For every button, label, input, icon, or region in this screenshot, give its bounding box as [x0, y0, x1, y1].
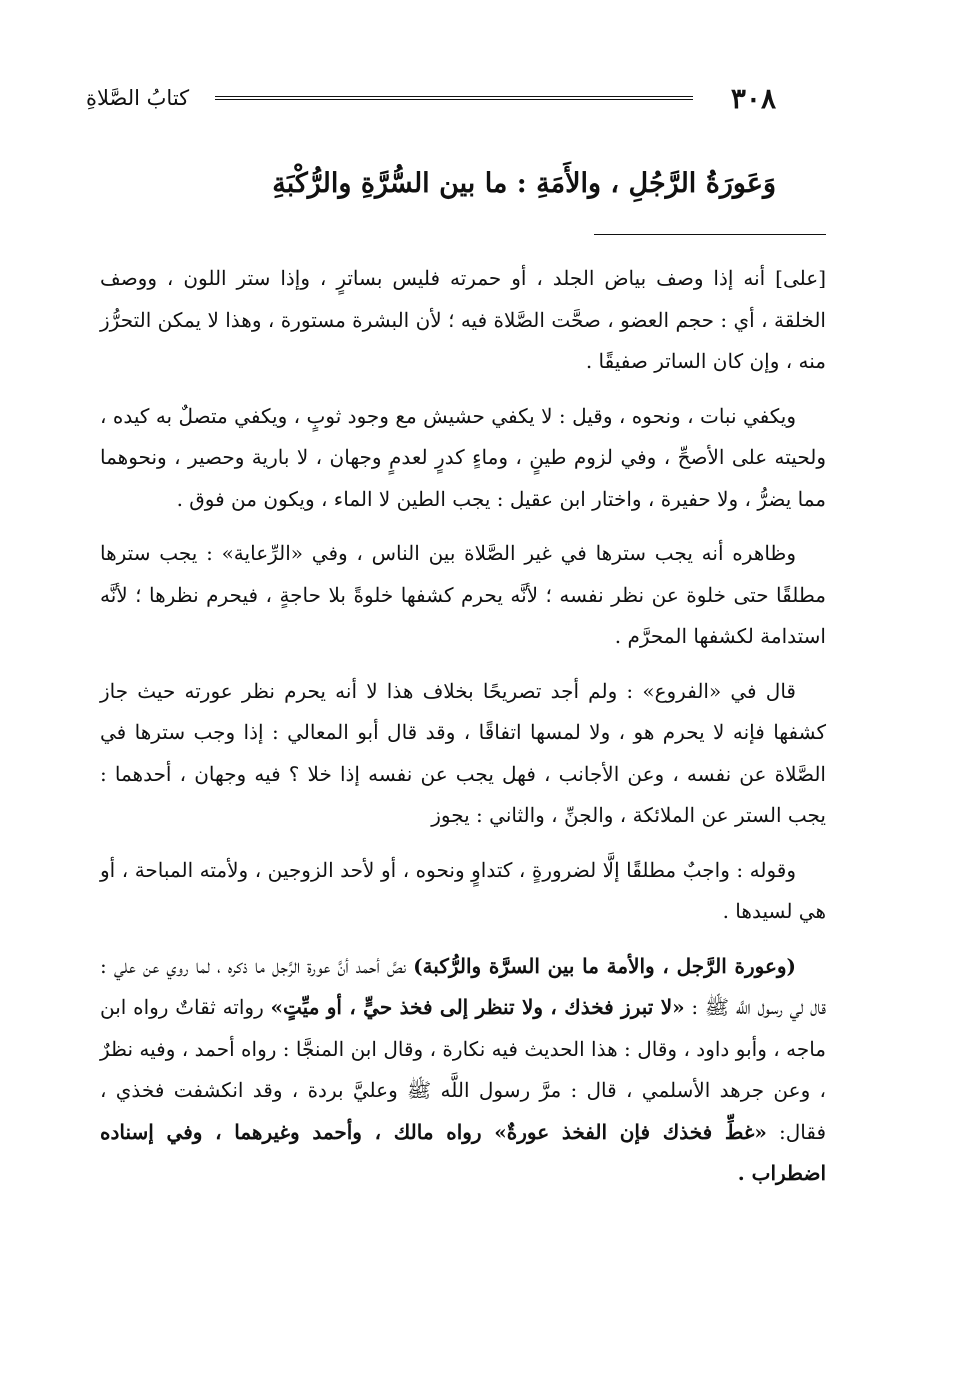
paragraph-text: وظاهره أنه يجب سترها في غير الصَّلاة بين الناس ، وفي «الرِّعاية» : يجب سترها مطلقًا حتى خلوة عن نظر نفسه ؛ لأنَّه يحرم كشفها خلوةً بلا حاجةٍ ، فيحرم نظرها ؛ لأنَّه استدامة لكشفها المحرَّم . — [100, 541, 826, 648]
paragraph-text: نصَّ أحمد أنَّ عورة الرَّجل ما ذكره ، لما روي عن علي : قال لي رسول اللَّه ﷺ : — [100, 953, 826, 1019]
page-number: ٣٠٨ — [730, 81, 776, 115]
paragraph-1 — [100, 258, 826, 383]
running-header — [86, 80, 776, 116]
paragraph-3 — [100, 533, 826, 658]
paragraph-5 — [100, 850, 826, 933]
quoted-matn: (وعورة الرَّجل ، والأمة ما بين السرَّة والرُّكبة) — [413, 953, 796, 978]
matn-separator-rule — [594, 234, 826, 235]
hadith-quote: «غطِّ فخذك فإن الفخذ عورةٌ» رواه مالك ، وأحمد وغيرهما ، وفي إسناده اضطراب . — [100, 1119, 826, 1185]
paragraph-6 — [100, 946, 826, 1195]
paragraph-text: ويكفي نبات ، ونحوه ، وقيل : لا يكفي حشيش مع وجود ثوبٍ ، ويكفي متصلٌ به كيده ، ولحيته على الأصحِّ ، وفي لزوم طينٍ ، وماءٍ كدرٍ لعدمٍ وجهان ، لا بارية وحصير ، ونحوهما مما يضرُّ ، ولا حفيرة ، واختار ابن عقيل : يجب الطين لا الماء ، ويكون من فوق . — [100, 403, 826, 511]
header-rule — [215, 96, 693, 100]
paragraph-text: قال في «الفروع» : ولم أجد تصريحًا بخلاف هذا لا أنه يحرم نظر عورته حيث جاز كشفها فإنه لا يحرم هو ، ولا لمسها اتفاقًا ، وقد قال أبو المعالي : إذا وجب سترها في الصَّلاة عن نفسه ، وعن الأجانب ، فهل يجب عن نفسه إذا خلا ؟ فيه وجهان ، أحدهما : يجب الستر عن الملائكة ، والجنِّ ، والثاني : يجوز — [100, 678, 826, 827]
paragraph-4 — [100, 671, 826, 837]
matn-heading: وَعَورَةُ الرَّجُلِ ، والأَمَةِ : ما بين السُّرَّةِ والرُّكْبَةِ — [272, 168, 776, 199]
paragraph-text: وقوله : واجبٌ مطلقًا إلَّا لضرورةٍ ، كتداوٍ ونحوه ، أو لأحد الزوجين ، ولأمته المباحة ، أو هي لسيدها . — [100, 857, 826, 923]
book-title: كتابُ الصَّلاةِ — [86, 86, 190, 110]
hadith-quote: «لا تبرز فخذك ، ولا تنظر إلى فخذ حيٍّ ، أو ميِّتٍ» — [270, 995, 685, 1019]
paragraph-2 — [100, 396, 826, 521]
paragraph-text: [على] أنه إذا وصف بياض الجلد ، أو حمرته فليس بساترٍ ، وإذا ستر اللون ، ووصف الخلقة ، أي : حجم العضو ، صحَّت الصَّلاة فيه ؛ لأن البشرة مستورة ، وهذا لا يمكن التحرُّز منه ، وإن كان الساتر صفيقًا . — [100, 266, 826, 373]
commentary-body — [100, 258, 826, 1208]
paragraph-text: رواته ثقاتٌ رواه ابن ماجه ، وأبو داود ، وقال : هذا الحديث فيه نكارة ، وقال ابن المنجَّا : رواه أحمد ، وفيه نظرٌ ، وعن جرهد الأسلمي ، قال : مرَّ رسول اللَّه ﷺ وعليَّ بردة ، وقد انكشفت فخذي ، فقال: — [100, 995, 827, 1144]
